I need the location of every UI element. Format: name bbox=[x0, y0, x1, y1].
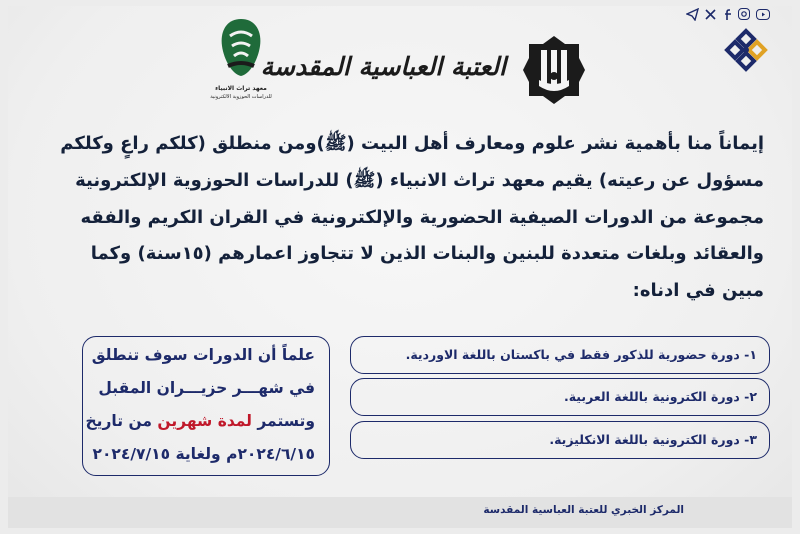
facebook-icon[interactable] bbox=[722, 8, 735, 21]
notice-line-3 bbox=[85, 405, 315, 438]
course-item-pakistan: ١- دورة حضورية للذكور فقط في باكستان باللغة الاوردية. bbox=[350, 336, 770, 374]
course-item-arabic: ٢- دورة الكترونية باللغة العربية. bbox=[350, 378, 770, 416]
notice-line-3-suffix: من تاريخ bbox=[85, 412, 158, 430]
course-item-english: ٣- دورة الكترونية باللغة الانكليزية. bbox=[350, 421, 770, 459]
x-icon[interactable] bbox=[704, 8, 717, 21]
notice-line-1: علماً أن الدورات سوف تنطلق bbox=[91, 346, 315, 364]
paragraph-line: مجموعة من الدورات الصيفية الحضورية والإلكترونية في القران الكريم والفقه bbox=[80, 206, 764, 228]
abbas-shrine-emblem-icon bbox=[521, 34, 587, 106]
announcement-paragraph bbox=[42, 126, 764, 310]
paragraph-line: إيماناً منا بأهمية نشر علوم ومعارف أهل البيت (ﷺ)ومن منطلق (كلكم راعٍ وكلكم bbox=[60, 133, 764, 154]
notice-line-3-prefix: وتستمر bbox=[252, 412, 315, 430]
notice-dates: ٢٠٢٤/٦/١٥م ولغاية ٢٠٢٤/٧/١٥ bbox=[92, 445, 315, 463]
schedule-notice-box bbox=[82, 336, 330, 476]
institute-calligraphy-icon bbox=[210, 16, 272, 80]
paragraph-line: والعقائد وبلغات متعددة للبنين والبنات الذين لا تتجاوز اعمارهم (١٥سنة) وكما bbox=[90, 243, 764, 265]
shrine-calligraphy-logo: العتبة العباسية المقدسة bbox=[260, 52, 506, 81]
notice-duration-highlight: لمدة شهرين bbox=[157, 412, 253, 430]
institute-emblem bbox=[210, 16, 272, 102]
notice-line-2: في شهـــر حزيـــران المقبل bbox=[98, 379, 315, 397]
paragraph-line: مبين في ادناه: bbox=[632, 280, 764, 302]
center-logo-icon bbox=[724, 28, 768, 72]
paragraph-line: مسؤول عن رعيته) يقيم معهد تراث الانبياء (ﷺ) للدراسات الحوزوية الإلكترونية bbox=[75, 169, 764, 191]
youtube-icon[interactable] bbox=[756, 9, 770, 20]
footer-bar bbox=[8, 497, 792, 528]
institute-name-line1: معهد تراث الانبياء bbox=[215, 85, 267, 92]
instagram-icon[interactable] bbox=[738, 8, 750, 20]
footer-organization-name: المركز الخبري للعتبة العباسية المقدسة bbox=[483, 504, 684, 516]
institute-name-line2: للدراسات الحوزوية الالكترونية bbox=[210, 94, 272, 100]
telegram-icon[interactable] bbox=[686, 8, 699, 21]
